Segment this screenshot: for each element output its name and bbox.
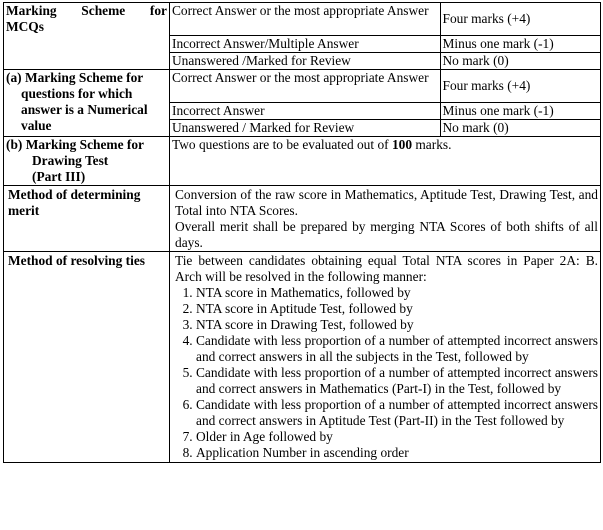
ties-list-item: 5. Candidate with less proportion of a number of attempted incorrect answers and correct answers in Mathematics (Part-I) in the Test, followed by: [196, 365, 598, 397]
numerical-marks: Minus one mark (-1): [440, 103, 600, 120]
drawing-total-marks: 100: [391, 137, 413, 152]
mcq-label-line-2: MCQs: [6, 19, 44, 34]
numerical-scheme-row: [170, 103, 600, 120]
drawing-row: [4, 137, 601, 186]
numerical-marks: No mark (0): [440, 120, 600, 137]
ties-list-item: 2. NTA score in Aptitude Test, followed by: [196, 301, 598, 317]
mcq-scheme-table: [170, 3, 600, 69]
merit-text: [170, 186, 601, 252]
ties-label: Method of resolving ties: [4, 252, 170, 463]
ties-row: [4, 252, 601, 463]
mcq-case: Incorrect Answer/Multiple Answer: [170, 36, 440, 53]
mcq-label: [4, 3, 170, 70]
numerical-scheme-table: [170, 70, 600, 136]
numerical-scheme-row: [170, 70, 600, 103]
numerical-case: Incorrect Answer: [170, 103, 440, 120]
numerical-label-line: value: [21, 118, 52, 133]
ties-list-item: 1. NTA score in Mathematics, followed by: [196, 285, 598, 301]
ties-list-item: 3. NTA score in Drawing Test, followed by: [196, 317, 598, 333]
mcq-case: Unanswered /Marked for Review: [170, 53, 440, 70]
drawing-text-after: marks.: [412, 137, 452, 152]
mcq-marks: No mark (0): [440, 53, 600, 70]
merit-row: [4, 186, 601, 252]
drawing-text-before: Two questions are to be evaluated out of: [172, 137, 392, 152]
numerical-case: Correct Answer or the most appropriate Answer: [170, 70, 440, 103]
ties-list: [175, 285, 598, 461]
mcq-scheme-row: [170, 3, 600, 36]
mcq-scheme-cell: [170, 3, 601, 70]
merit-label: Method of determining merit: [4, 186, 170, 252]
ties-intro: Tie between candidates obtaining equal Total NTA scores in Paper 2A: B. Arch will be resolved in the following manner:: [175, 253, 598, 284]
ties-text: [170, 252, 601, 463]
numerical-label-line: questions for which: [21, 86, 133, 101]
drawing-label-line: (Part III): [32, 169, 86, 184]
numerical-label-line: answer is a Numerical: [21, 102, 148, 117]
merit-paragraph-2: Overall merit shall be prepared by merging NTA Scores of both shifts of all days.: [175, 219, 598, 250]
numerical-scheme-row: [170, 120, 600, 137]
ties-list-item: 6. Candidate with less proportion of a number of attempted incorrect answers and correct answers in Aptitude Test (Part-II) in the Test followed by: [196, 397, 598, 429]
numerical-row: [4, 70, 601, 137]
ties-list-item: 4. Candidate with less proportion of a number of attempted incorrect answers and correct answers in all the subjects in the Test, followed by: [196, 333, 598, 365]
drawing-label: [4, 137, 170, 186]
ties-list-item: 8. Application Number in ascending order: [196, 445, 598, 461]
drawing-text: [170, 137, 601, 186]
mcq-label-word-1: Marking: [6, 3, 57, 18]
merit-paragraph-1: Conversion of the raw score in Mathematics, Aptitude Test, Drawing Test, and Total into NTA Scores.: [175, 187, 598, 218]
marking-scheme-table: [3, 2, 601, 463]
mcq-marks: Four marks (+4): [440, 3, 600, 36]
mcq-label-word-3: for: [149, 3, 167, 18]
marking-scheme-document: [3, 2, 600, 463]
numerical-label-line: (a) Marking Scheme for: [6, 70, 144, 85]
mcq-label-word-2: Scheme: [81, 3, 126, 18]
mcq-scheme-row: [170, 36, 600, 53]
mcq-marks: Minus one mark (-1): [440, 36, 600, 53]
drawing-label-line: Drawing Test: [32, 153, 109, 168]
drawing-label-line: (b) Marking Scheme for: [6, 137, 144, 152]
numerical-label: [4, 70, 170, 137]
ties-list-item: 7. Older in Age followed by: [196, 429, 598, 445]
numerical-case: Unanswered / Marked for Review: [170, 120, 440, 137]
mcq-scheme-row: [170, 53, 600, 70]
numerical-marks: Four marks (+4): [440, 70, 600, 103]
mcq-case: Correct Answer or the most appropriate Answer: [170, 3, 440, 36]
numerical-scheme-cell: [170, 70, 601, 137]
mcq-row: [4, 3, 601, 70]
